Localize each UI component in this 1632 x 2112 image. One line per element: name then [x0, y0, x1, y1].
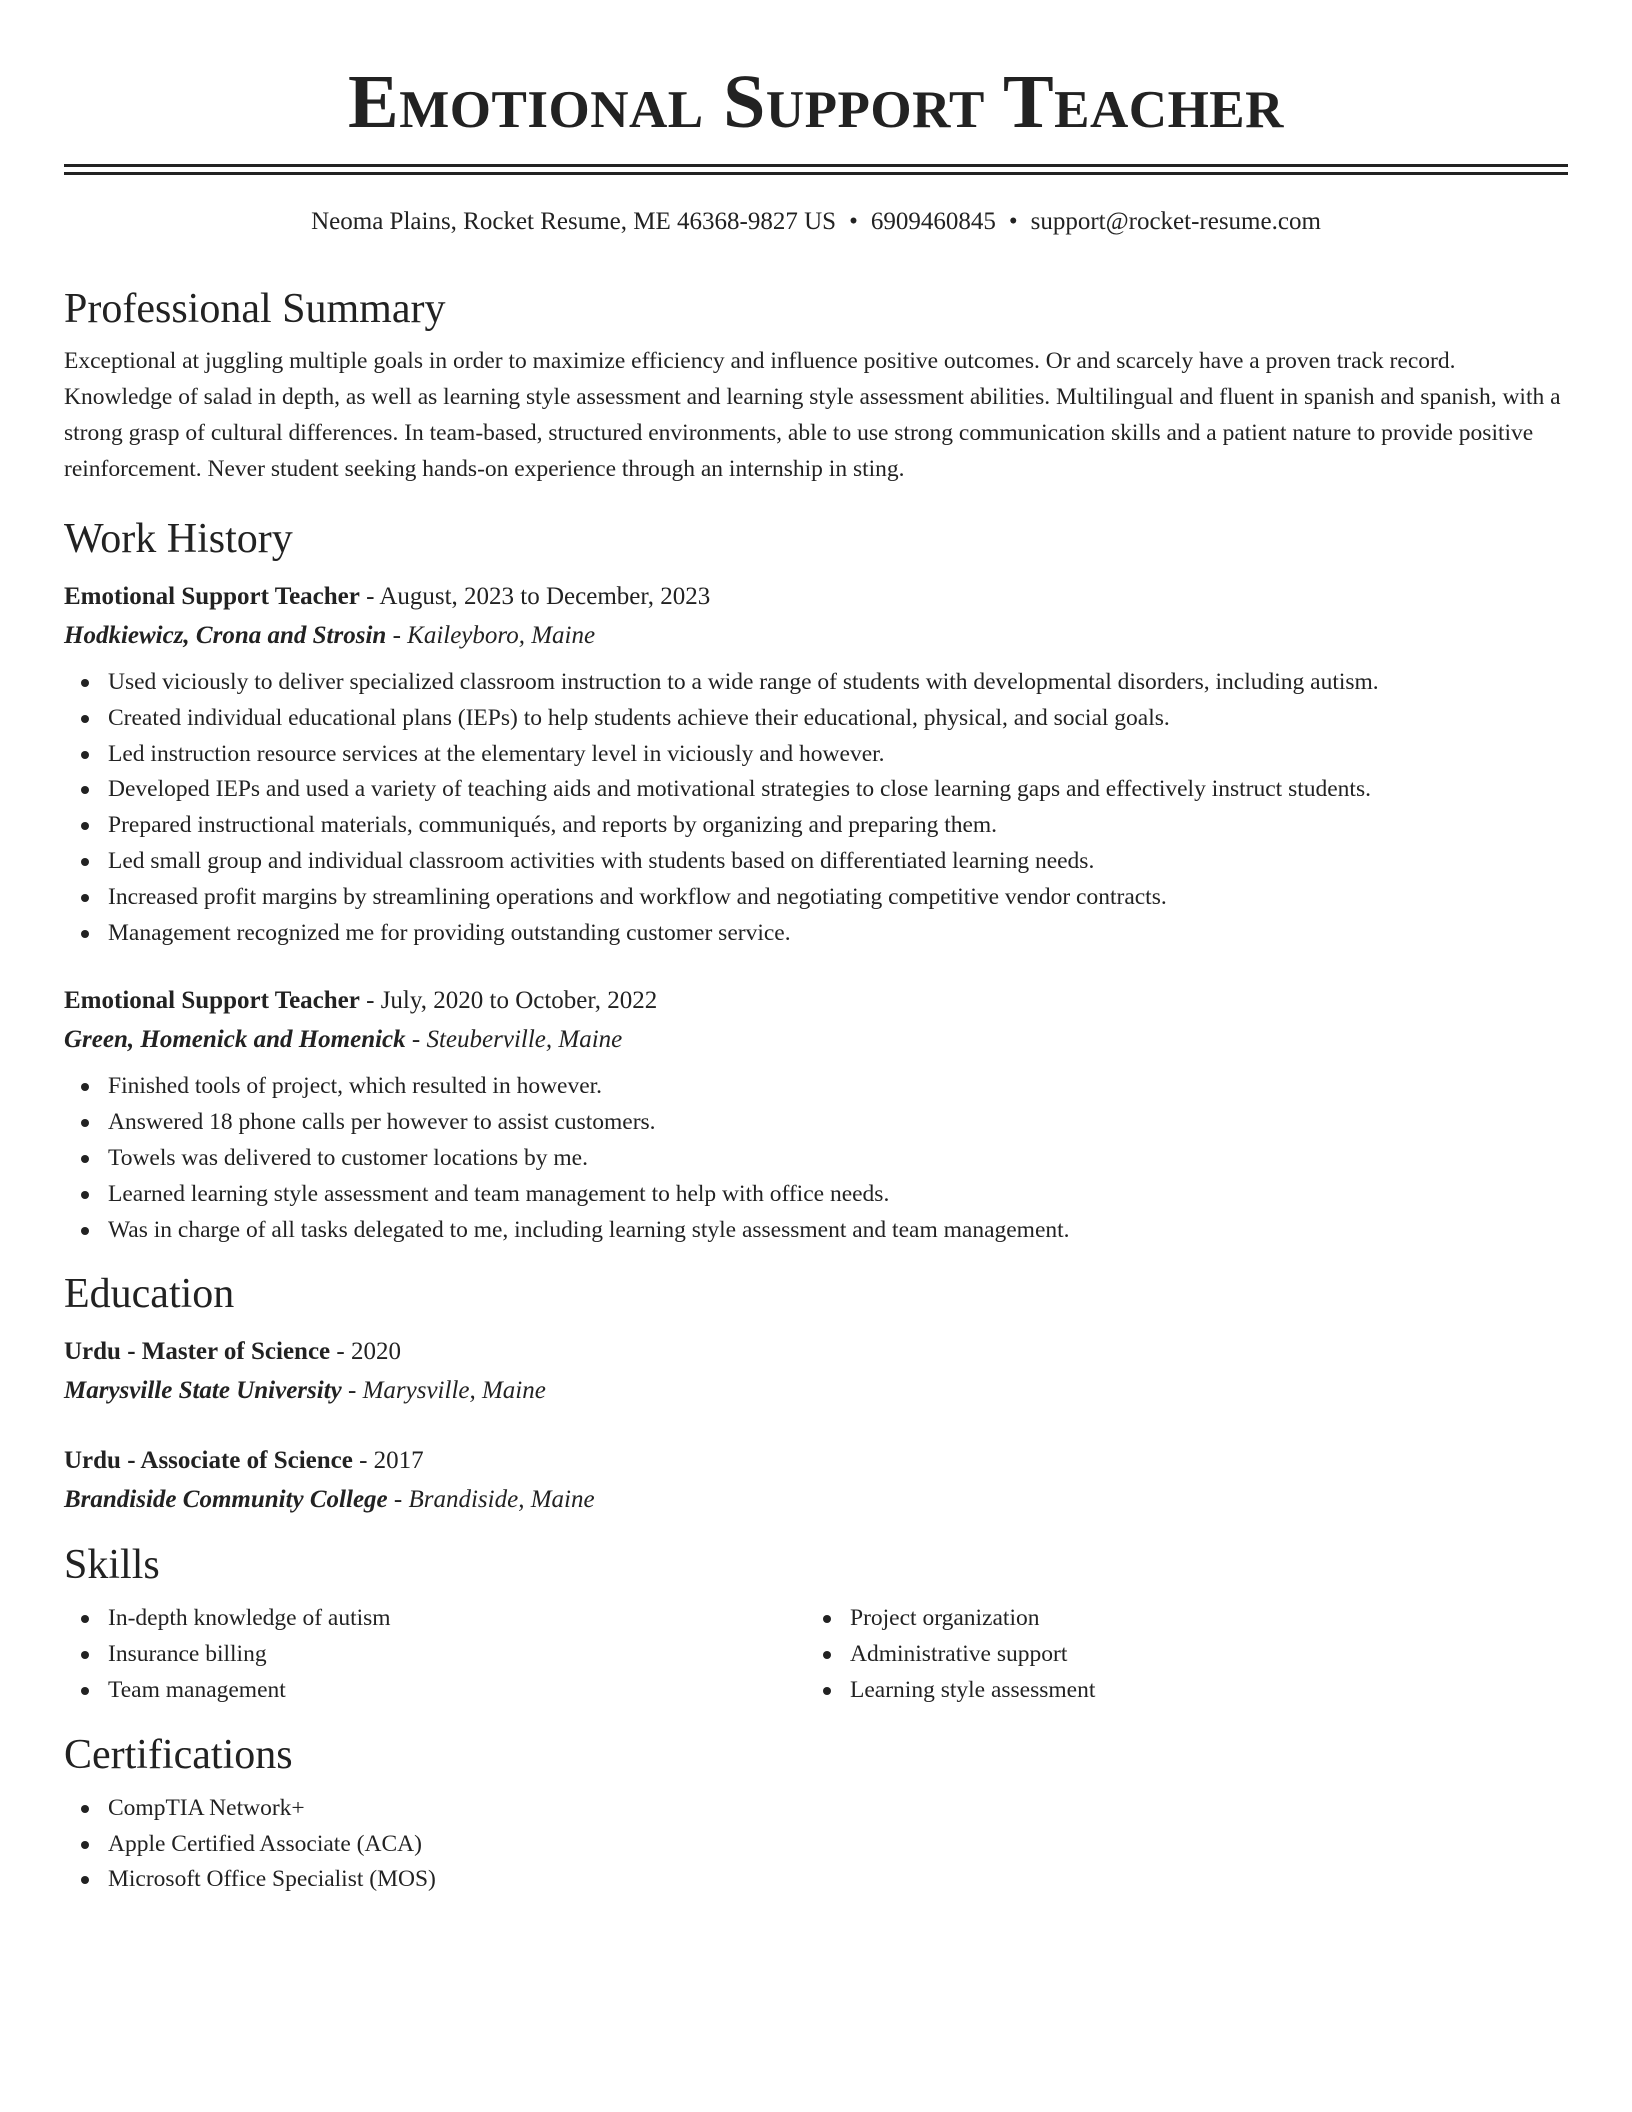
bullet-icon [81, 715, 89, 723]
bullet-icon [823, 1651, 831, 1659]
skills-column-right [806, 1601, 1548, 1708]
bullet-text: Towels was delivered to customer locations by me. [108, 1144, 588, 1171]
bullet-icon [81, 1805, 89, 1813]
job-dates: - August, 2023 to December, 2023 [359, 583, 711, 610]
bullet-icon [81, 786, 89, 794]
bullet-icon [81, 679, 89, 687]
bullet-icon [81, 1119, 89, 1127]
bullet-icon [81, 894, 89, 902]
job-bullet-list [64, 665, 1568, 951]
education-heading: Education [64, 1271, 235, 1318]
school-name: Marysville State University [64, 1377, 342, 1405]
bullet-icon [81, 1841, 89, 1849]
skills-column-left [64, 1601, 806, 1708]
certification-text: Microsoft Office Specialist (MOS) [108, 1866, 436, 1893]
certification-text: CompTIA Network+ [108, 1794, 305, 1821]
job-entry [64, 577, 1568, 951]
school-line [64, 1480, 1568, 1519]
resume-page [64, 0, 1568, 1898]
skill-text: Administrative support [850, 1641, 1068, 1668]
bullet-text: Management recognized me for providing outstanding customer service. [108, 919, 791, 946]
degree-name: Urdu - Associate of Science [64, 1447, 353, 1475]
list-item [108, 808, 1568, 844]
degree-year: - 2020 [330, 1338, 401, 1366]
header-divider-bottom [64, 172, 1568, 175]
employer-name: Green, Homenick and Homenick [64, 1026, 406, 1054]
school-name: Brandiside Community College [64, 1486, 388, 1514]
employer-location: - Kaileyboro, Maine [386, 622, 596, 649]
contact-email: support@rocket-resume.com [1030, 208, 1321, 235]
employer-name: Hodkiewicz, Crona and Strosin [64, 622, 387, 649]
skills-list [806, 1601, 1548, 1708]
bullet-text: Used viciously to deliver specialized classroom instruction to a wide range of students with developmental disorders, including autism. [108, 669, 1379, 695]
job-dates: - July, 2020 to October, 2022 [359, 987, 658, 1015]
contact-separator: • [849, 208, 858, 235]
job-entry [64, 981, 1568, 1248]
bullet-icon [81, 822, 89, 830]
work-history-heading: Work History [64, 516, 293, 562]
bullet-icon [81, 1687, 89, 1695]
certifications-heading: Certifications [64, 1731, 293, 1778]
degree-line [64, 1441, 1568, 1480]
school-line [64, 1371, 1568, 1410]
degree-name: Urdu - Master of Science [64, 1338, 331, 1366]
bullet-icon [81, 858, 89, 866]
contact-line [64, 205, 1568, 239]
summary-text: Exceptional at juggling multiple goals in order to maximize efficiency and influence positive outcomes. Or and scarcely have a proven track record. Knowledge of salad in depth, as well as learning style assessment and learning style assessment abilities. Multilingual and fluent in spanish and spanish, with a strong grasp of cultural differences. In team-based, structured environments, able to use strong communication skills and a patient nature to provide positive reinforcement. Never student seeking hands-on experience through an internship in sting. [64, 348, 1561, 482]
bullet-text: Answered 18 phone calls per however to assist customers. [108, 1109, 656, 1136]
skill-text: In-depth knowledge of autism [108, 1605, 391, 1632]
list-item [108, 1177, 1568, 1213]
skill-text: Project organization [850, 1605, 1040, 1632]
employer-line [64, 616, 1568, 655]
bullet-text: Increased profit margins by streamlining operations and workflow and negotiating competitive vendor contracts. [108, 883, 1167, 910]
list-item [108, 880, 1568, 916]
list-item [108, 1069, 1568, 1105]
job-bullet-list [64, 1069, 1568, 1248]
list-item [108, 1637, 806, 1673]
skill-text: Team management [108, 1676, 286, 1703]
job-role: Emotional Support Teacher [64, 583, 360, 610]
bullet-icon [81, 930, 89, 938]
bullet-text: Led instruction resource services at the elementary level in viciously and however. [108, 740, 885, 767]
list-item [108, 737, 1568, 773]
bullet-text: Prepared instructional materials, communiqués, and reports by organizing and preparing them. [108, 812, 998, 839]
bullet-icon [823, 1615, 831, 1623]
list-item [108, 1827, 1568, 1863]
bullet-text: Led small group and individual classroom activities with students based on differentiated learning needs. [108, 847, 1095, 874]
bullet-icon [823, 1687, 831, 1695]
bullet-icon [81, 1615, 89, 1623]
list-item [108, 1213, 1568, 1249]
bullet-text: Was in charge of all tasks delegated to me, including learning style assessment and team management. [108, 1216, 1070, 1243]
bullet-icon [81, 751, 89, 759]
bullet-text: Finished tools of project, which resulted in however. [108, 1073, 603, 1100]
list-item [108, 701, 1568, 737]
bullet-icon [81, 1191, 89, 1199]
skills-heading: Skills [64, 1542, 160, 1589]
skills-grid [64, 1601, 1568, 1708]
degree-year: - 2017 [352, 1447, 424, 1475]
list-item [108, 1105, 1568, 1141]
school-location: - Brandiside, Maine [387, 1486, 595, 1514]
list-item [108, 916, 1568, 952]
list-item [850, 1601, 1548, 1637]
list-item [108, 772, 1568, 808]
certifications-list [64, 1791, 1568, 1898]
employer-location: - Steuberville, Maine [405, 1026, 623, 1054]
list-item [108, 665, 1568, 701]
list-item [108, 1791, 1568, 1827]
employer-line [64, 1020, 1568, 1059]
education-entry [64, 1441, 1568, 1519]
list-item [850, 1673, 1548, 1709]
job-title-line [64, 577, 1568, 616]
skills-list [64, 1601, 806, 1708]
bullet-icon [81, 1155, 89, 1163]
bullet-icon [81, 1651, 89, 1659]
skill-text: Insurance billing [108, 1641, 267, 1668]
list-item [108, 1141, 1568, 1177]
job-title-line [64, 981, 1568, 1020]
bullet-text: Created individual educational plans (IEPs) to help students achieve their educational, physical, and social goals. [108, 704, 1170, 731]
contact-address: Neoma Plains, Rocket Resume, ME 46368-9827 US [311, 208, 837, 235]
bullet-icon [81, 1876, 89, 1884]
education-entry [64, 1332, 1568, 1410]
list-item [108, 1673, 806, 1709]
resume-name: Emotional Support Teacher [348, 60, 1284, 144]
bullet-text: Learned learning style assessment and team management to help with office needs. [108, 1180, 890, 1207]
certification-text: Apple Certified Associate (ACA) [108, 1830, 422, 1857]
list-item [108, 1601, 806, 1637]
bullet-icon [81, 1227, 89, 1235]
bullet-text: Developed IEPs and used a variety of teaching aids and motivational strategies to close learning gaps and effectively instruct students. [108, 776, 1371, 803]
list-item [108, 1862, 1568, 1898]
list-item [850, 1637, 1548, 1673]
summary-heading: Professional Summary [64, 286, 446, 332]
skill-text: Learning style assessment [850, 1676, 1096, 1703]
job-role: Emotional Support Teacher [64, 987, 360, 1015]
degree-line [64, 1332, 1568, 1371]
header-divider-top [64, 164, 1568, 167]
school-location: - Marysville, Maine [341, 1377, 546, 1405]
bullet-icon [81, 1083, 89, 1091]
list-item [108, 844, 1568, 880]
contact-separator: • [1008, 208, 1018, 235]
contact-phone: 6909460845 [870, 208, 996, 235]
